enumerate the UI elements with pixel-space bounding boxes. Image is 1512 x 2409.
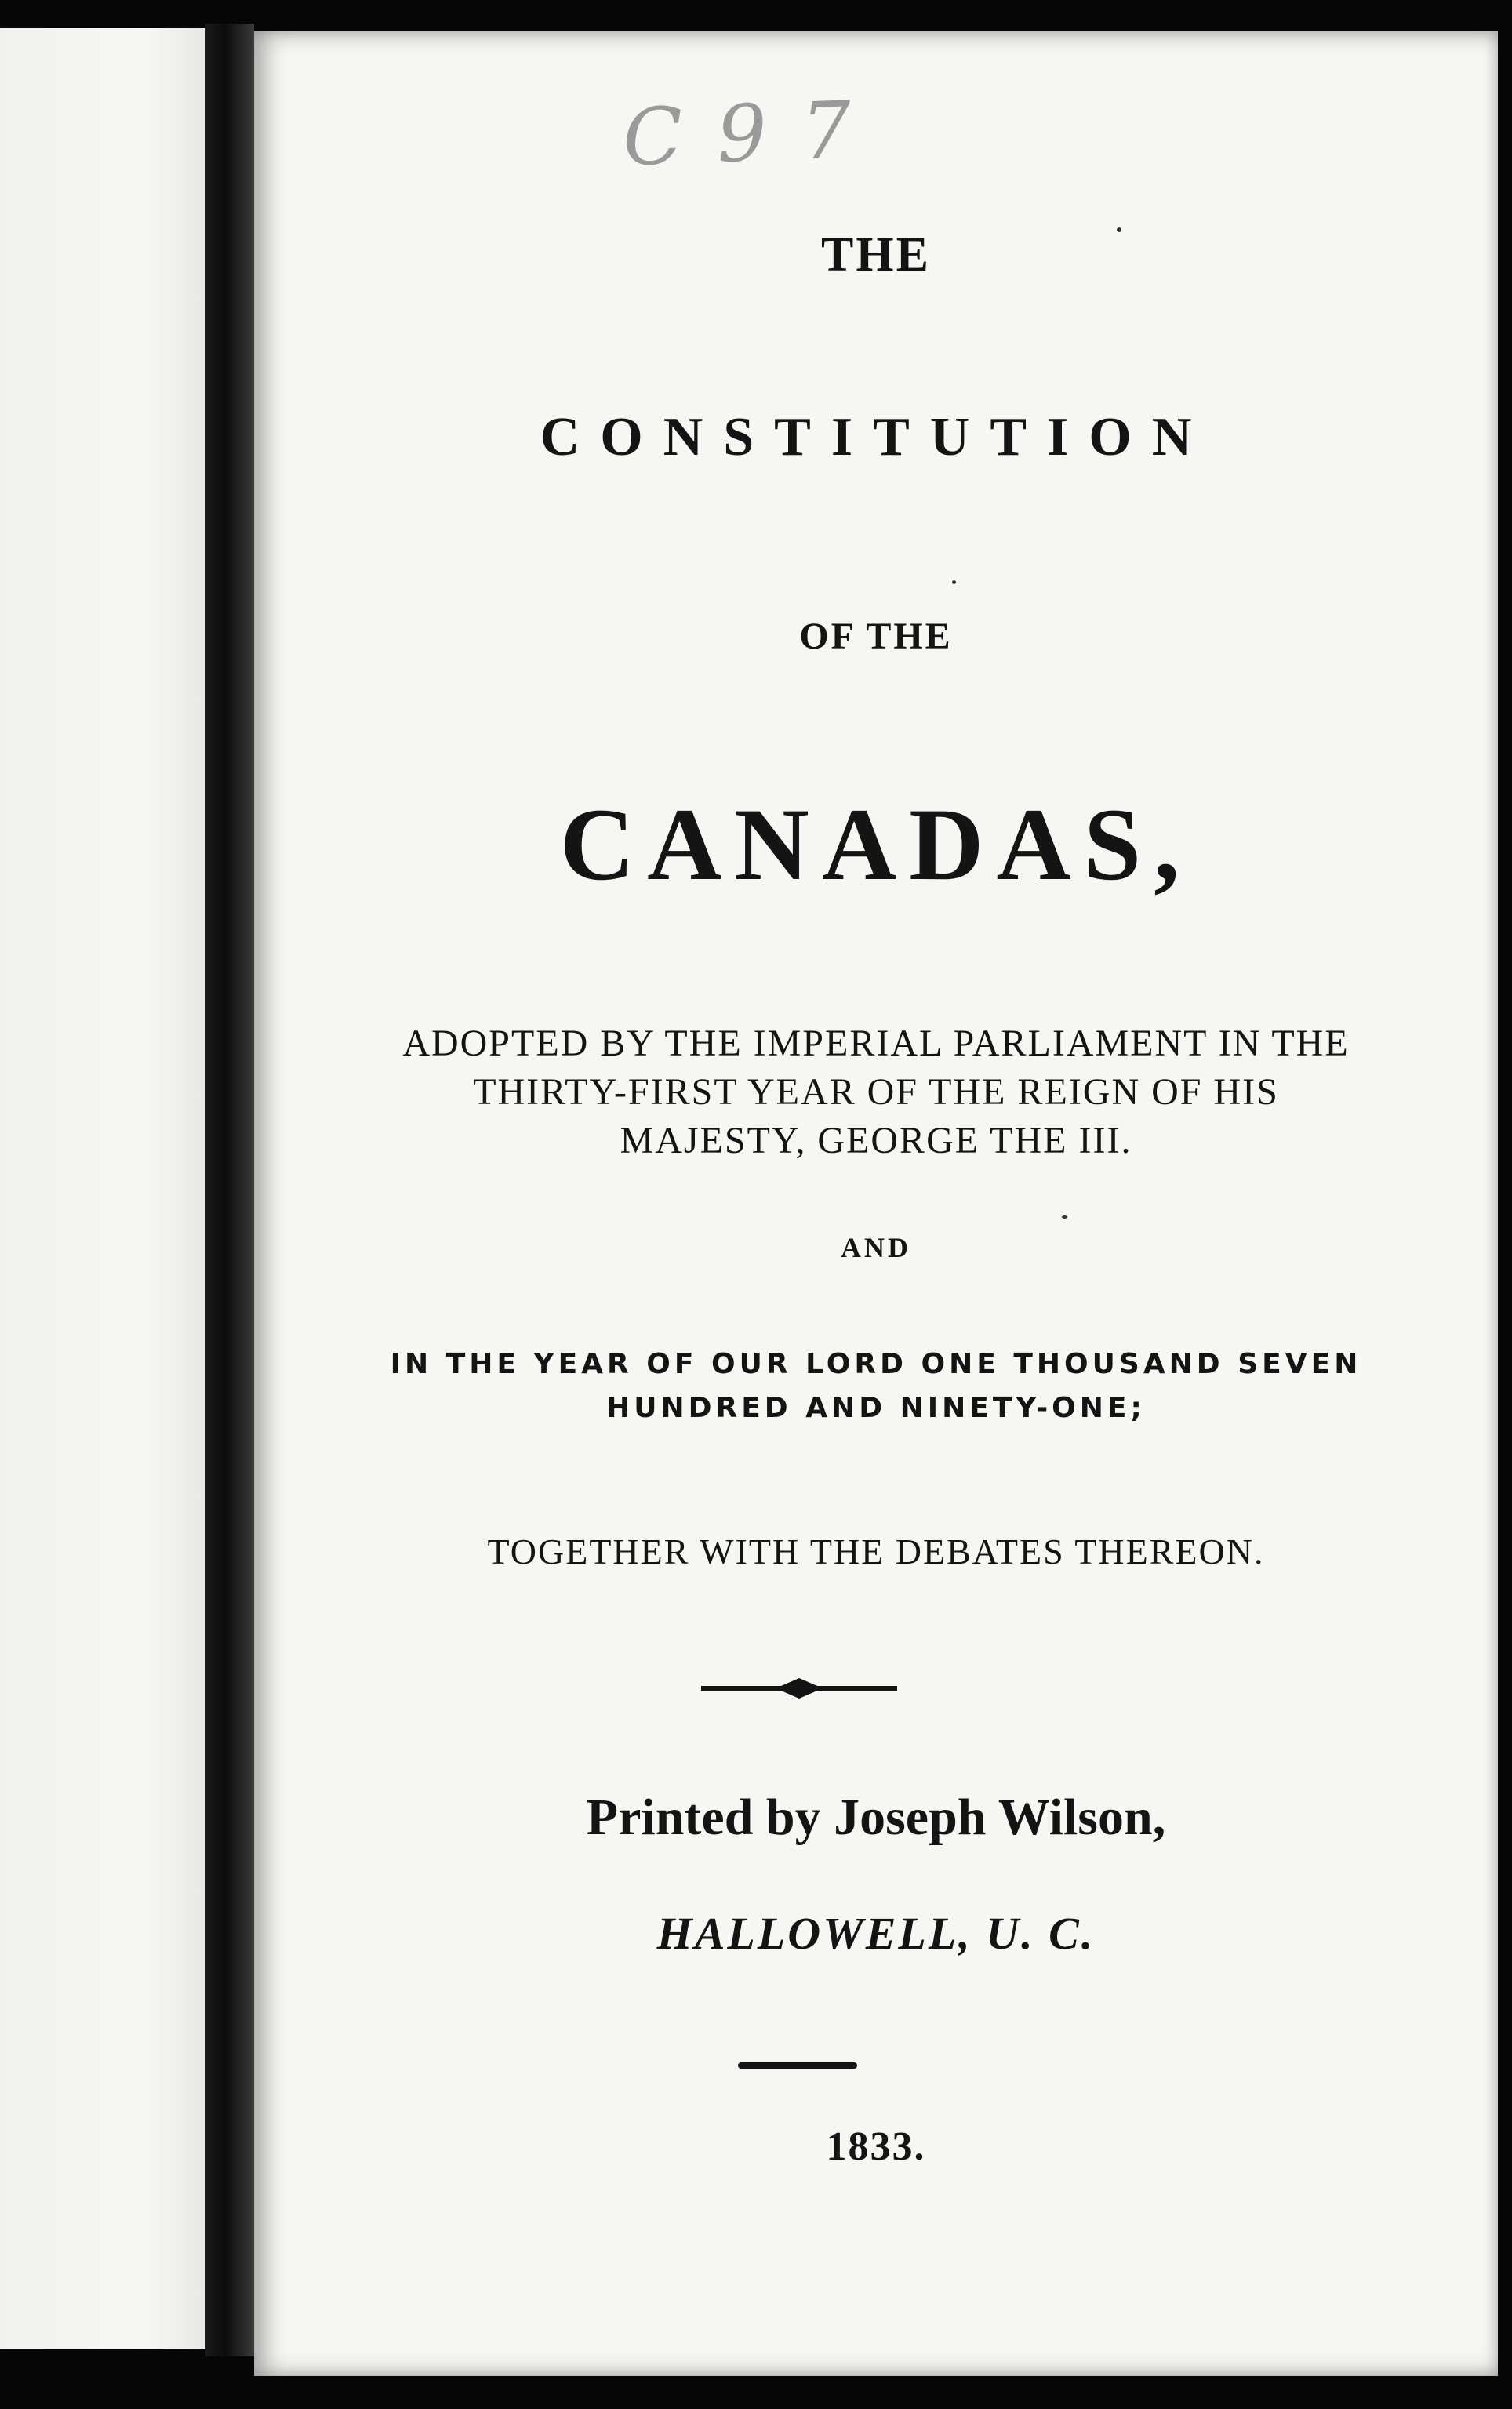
title-connector: OF THE (799, 616, 953, 657)
handwritten-marginalia: C 9 7 (621, 83, 858, 184)
adoption-line-1: ADOPTED BY THE IMPERIAL PARLIAMENT IN THE (402, 1023, 1350, 1064)
title-article: THE (821, 228, 931, 282)
adoption-line-3: MAJESTY, GEORGE THE III. (620, 1120, 1132, 1161)
ornamental-divider-icon (701, 1677, 897, 1700)
short-rule (738, 2062, 857, 2069)
facing-page (0, 28, 205, 2349)
title-subject: CANADAS, (559, 787, 1193, 902)
ink-speck (1117, 227, 1121, 232)
printing-place: HALLOWELL, U. C. (656, 1908, 1096, 1959)
title-main-word: CONSTITUTION (540, 407, 1212, 467)
year-line-2: HUNDRED AND NINETY-ONE; (606, 1392, 1146, 1424)
adoption-line-2: THIRTY-FIRST YEAR OF THE REIGN OF HIS (473, 1071, 1279, 1113)
year-statement (254, 1343, 1498, 1430)
book-gutter (205, 24, 254, 2356)
year-line-1: IN THE YEAR OF OUR LORD ONE THOUSAND SEVEN (390, 1348, 1362, 1380)
debates-statement: TOGETHER WITH THE DEBATES THEREON. (487, 1532, 1265, 1571)
conjunction-and: AND (841, 1232, 911, 1263)
ink-speck (952, 580, 956, 584)
ink-speck (1062, 1215, 1067, 1219)
printer-credit: Printed by Joseph Wilson, (586, 1789, 1166, 1846)
publication-year: 1833. (826, 2124, 926, 2169)
adoption-statement (254, 1019, 1498, 1165)
title-page (254, 31, 1498, 2376)
